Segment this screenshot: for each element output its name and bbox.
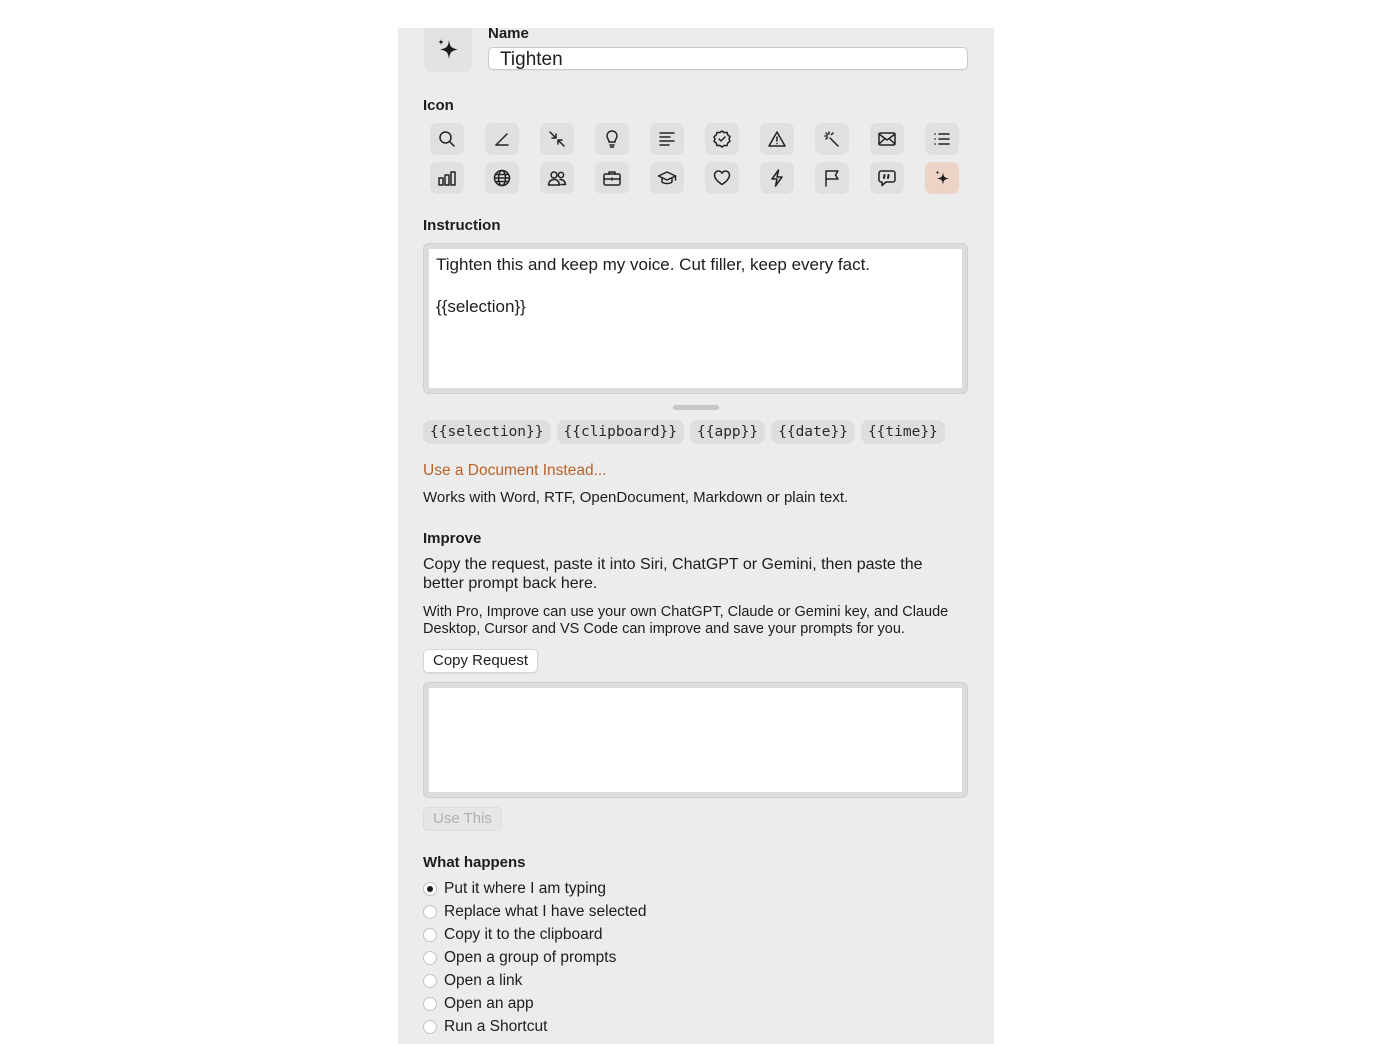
- bar-chart-icon: [437, 168, 457, 188]
- name-field[interactable]: Tighten: [488, 47, 968, 70]
- radio-button[interactable]: [423, 951, 437, 965]
- icon-option-globe[interactable]: [485, 162, 519, 194]
- icon-option-briefcase[interactable]: [595, 162, 629, 194]
- sparkles-icon: [932, 168, 952, 188]
- globe-icon: [492, 168, 512, 188]
- icon-option-bar-chart[interactable]: [430, 162, 464, 194]
- use-this-button[interactable]: Use This: [423, 807, 502, 831]
- improved-prompt-editor[interactable]: [423, 682, 968, 798]
- envelope-icon: [877, 129, 897, 149]
- radio-label: Put it where I am typing: [444, 880, 606, 897]
- icon-option-text-align[interactable]: [650, 123, 684, 155]
- briefcase-icon: [602, 168, 622, 188]
- icon-option-sparkles[interactable]: [925, 162, 959, 194]
- icon-option-list[interactable]: [925, 123, 959, 155]
- radio-option-link[interactable]: [423, 971, 522, 991]
- list-bullet-icon: [932, 129, 952, 149]
- copy-request-button[interactable]: Copy Request: [423, 649, 538, 673]
- improve-label: Improve: [423, 530, 482, 547]
- radio-option-clipboard[interactable]: [423, 925, 603, 945]
- instruction-editor[interactable]: [423, 243, 968, 394]
- prompt-editor-panel: [398, 25, 994, 1044]
- prompt-icon-preview[interactable]: [424, 28, 472, 72]
- icon-option-lightbulb[interactable]: [595, 123, 629, 155]
- badge-check-icon: [712, 129, 732, 149]
- radio-label: Open a group of prompts: [444, 949, 617, 966]
- improved-prompt-text[interactable]: [429, 688, 962, 698]
- token-date[interactable]: {{date}}: [771, 420, 855, 444]
- radio-label: Run a Shortcut: [444, 1018, 548, 1035]
- radio-option-replace[interactable]: [423, 902, 646, 922]
- icon-option-warning[interactable]: [760, 123, 794, 155]
- icon-option-envelope[interactable]: [870, 123, 904, 155]
- instruction-text[interactable]: Tighten this and keep my voice. Cut filler, keep every fact. {{selection}}: [436, 255, 871, 316]
- what-happens-label: What happens: [423, 854, 526, 871]
- token-clipboard[interactable]: {{clipboard}}: [557, 420, 685, 444]
- radio-button[interactable]: [423, 905, 437, 919]
- icon-label: Icon: [423, 97, 454, 114]
- lightbulb-icon: [602, 129, 622, 149]
- resize-handle[interactable]: [673, 405, 719, 410]
- radio-button[interactable]: [423, 928, 437, 942]
- radio-label: Open a link: [444, 972, 523, 989]
- pencil-icon: [492, 129, 512, 149]
- icon-option-heart[interactable]: [705, 162, 739, 194]
- magic-wand-icon: [822, 129, 842, 149]
- token-app[interactable]: {{app}}: [690, 420, 765, 444]
- radio-button-selected[interactable]: [423, 882, 437, 896]
- quote-bubble-icon: [877, 168, 897, 188]
- instruction-label: Instruction: [423, 217, 501, 234]
- search-icon: [437, 129, 457, 149]
- icon-option-graduation[interactable]: [650, 162, 684, 194]
- sparkles-icon: [433, 35, 463, 65]
- bolt-icon: [767, 168, 787, 188]
- icon-option-magic-wand[interactable]: [815, 123, 849, 155]
- improve-description: Copy the request, paste it into Siri, ChatGPT or Gemini, then paste the better prompt back here.: [423, 556, 923, 592]
- icon-option-people[interactable]: [540, 162, 574, 194]
- radio-label: Copy it to the clipboard: [444, 926, 603, 943]
- token-time[interactable]: {{time}}: [861, 420, 945, 444]
- icon-option-flag[interactable]: [815, 162, 849, 194]
- icon-option-compress[interactable]: [540, 123, 574, 155]
- radio-option-group[interactable]: [423, 948, 616, 968]
- placeholder-tokens: [423, 420, 945, 444]
- icon-option-badge[interactable]: [705, 123, 739, 155]
- token-selection[interactable]: {{selection}}: [423, 420, 551, 444]
- radio-button[interactable]: [423, 997, 437, 1011]
- radio-button[interactable]: [423, 1020, 437, 1034]
- icon-option-quote[interactable]: [870, 162, 904, 194]
- text-align-left-icon: [657, 129, 677, 149]
- radio-button[interactable]: [423, 974, 437, 988]
- icon-option-bolt[interactable]: [760, 162, 794, 194]
- use-document-link[interactable]: Use a Document Instead...: [423, 462, 607, 479]
- radio-option-type[interactable]: [423, 879, 606, 899]
- radio-option-app[interactable]: [423, 994, 534, 1014]
- icon-option-search[interactable]: [430, 123, 464, 155]
- document-note: Works with Word, RTF, OpenDocument, Markdown or plain text.: [423, 489, 849, 506]
- improve-pro-note: With Pro, Improve can use your own ChatGPT, Claude or Gemini key, and Claude Desktop, Cursor and VS Code can improve and save your prompts for you.: [423, 604, 949, 637]
- compress-arrows-icon: [547, 129, 567, 149]
- icon-option-pencil[interactable]: [485, 123, 519, 155]
- people-icon: [547, 168, 567, 188]
- radio-label: Replace what I have selected: [444, 903, 647, 920]
- icon-picker: [424, 121, 968, 201]
- heart-icon: [712, 168, 732, 188]
- warning-triangle-icon: [767, 129, 787, 149]
- name-label: Name: [488, 25, 529, 42]
- flag-icon: [822, 168, 842, 188]
- radio-option-shortcut[interactable]: [423, 1017, 547, 1037]
- graduation-cap-icon: [657, 168, 677, 188]
- radio-label: Open an app: [444, 995, 534, 1012]
